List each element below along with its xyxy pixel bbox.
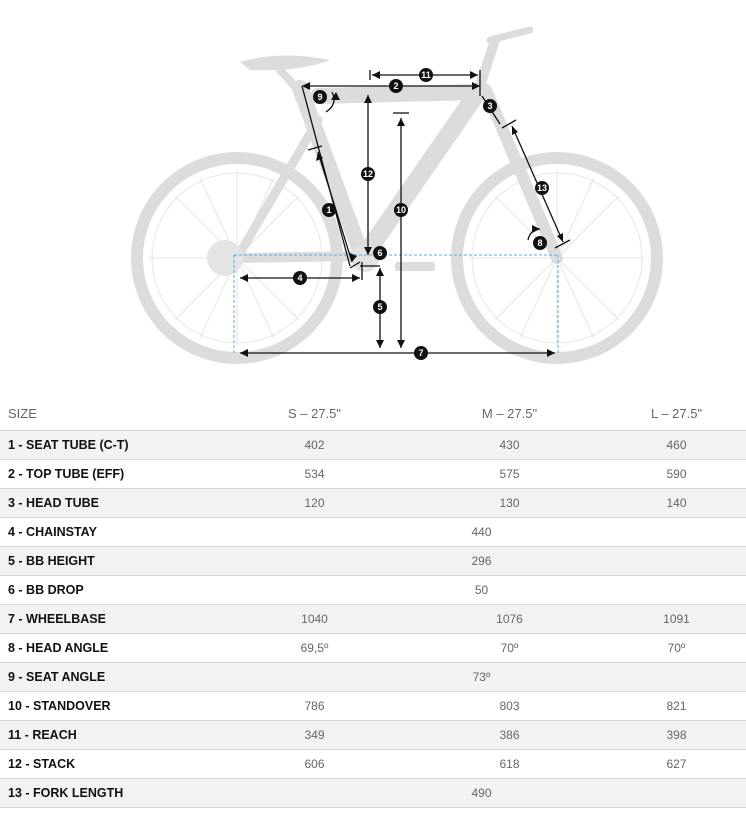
callout-4 [293,271,307,285]
value-l: 70º [607,634,746,663]
value-l: 460 [607,431,746,460]
row-label: 12 - STACK [0,750,217,779]
svg-text:2: 2 [393,81,399,91]
value-m: 803 [412,692,607,721]
row-label: 13 - FORK LENGTH [0,779,217,808]
value-l: 1091 [607,605,746,634]
row-label: 4 - CHAINSTAY [0,518,217,547]
value-s: 786 [217,692,412,721]
table-row [0,576,746,605]
value-s: 1040 [217,605,412,634]
svg-text:12: 12 [362,169,374,179]
callout-5 [373,300,387,314]
svg-text:9: 9 [317,92,323,102]
header-size: SIZE [0,396,217,431]
value-s: 402 [217,431,412,460]
value-m: 130 [412,489,607,518]
header-size-s: S – 27.5" [217,396,412,431]
callout-10 [394,203,408,217]
value-s: 69,5º [217,634,412,663]
value-m: 1076 [412,605,607,634]
table-row [0,634,746,663]
value-l: 140 [607,489,746,518]
row-label: 11 - REACH [0,721,217,750]
value-s: 606 [217,750,412,779]
row-label: 7 - WHEELBASE [0,605,217,634]
row-label: 9 - SEAT ANGLE [0,663,217,692]
row-label: 5 - BB HEIGHT [0,547,217,576]
callout-12 [361,167,375,181]
callout-6 [373,246,387,260]
value-m: 70º [412,634,607,663]
table-row [0,692,746,721]
svg-text:6: 6 [377,248,383,258]
value-s: 534 [217,460,412,489]
table-row [0,489,746,518]
svg-text:11: 11 [421,70,431,80]
callout-2 [389,79,403,93]
bike-illustration [0,0,746,385]
value-l: 627 [607,750,746,779]
table-header-row [0,396,746,431]
handlebar [490,30,530,40]
value-all-sizes: 296 [217,547,746,576]
callout-1 [322,203,336,217]
row-label: 8 - HEAD ANGLE [0,634,217,663]
svg-text:1: 1 [326,205,332,215]
callout-13 [535,181,549,195]
callout-11 [419,68,433,82]
callout-7 [414,346,428,360]
chainstay [237,256,362,258]
table-row [0,779,746,808]
row-label: 10 - STANDOVER [0,692,217,721]
callout-badges [293,68,549,360]
value-s: 349 [217,721,412,750]
table-row [0,605,746,634]
cassette [207,240,243,276]
svg-text:5: 5 [377,302,383,312]
table-row [0,721,746,750]
value-l: 821 [607,692,746,721]
row-label: 1 - SEAT TUBE (C-T) [0,431,217,460]
svg-text:3: 3 [487,101,493,111]
value-l: 398 [607,721,746,750]
svg-text:7: 7 [418,348,424,358]
value-all-sizes: 73º [217,663,746,692]
callout-9 [313,90,327,104]
value-m: 430 [412,431,607,460]
svg-text:4: 4 [297,273,303,283]
svg-text:10: 10 [395,205,407,215]
svg-text:8: 8 [537,238,543,248]
value-all-sizes: 490 [217,779,746,808]
value-m: 386 [412,721,607,750]
table-row [0,431,746,460]
saddle [240,55,330,70]
callout-8 [533,236,547,250]
geometry-table [0,396,746,808]
value-s: 120 [217,489,412,518]
table-row [0,460,746,489]
value-m: 618 [412,750,607,779]
header-size-m: M – 27.5" [412,396,607,431]
bike-geometry-diagram [0,0,746,385]
table-row [0,750,746,779]
row-label: 6 - BB DROP [0,576,217,605]
callout-3 [483,99,497,113]
row-label: 2 - TOP TUBE (EFF) [0,460,217,489]
svg-text:13: 13 [536,183,548,193]
value-m: 575 [412,460,607,489]
value-all-sizes: 440 [217,518,746,547]
value-l: 590 [607,460,746,489]
header-size-l: L – 27.5" [607,396,746,431]
value-all-sizes: 50 [217,576,746,605]
table-row [0,663,746,692]
table-row [0,518,746,547]
row-label: 3 - HEAD TUBE [0,489,217,518]
table-row [0,547,746,576]
